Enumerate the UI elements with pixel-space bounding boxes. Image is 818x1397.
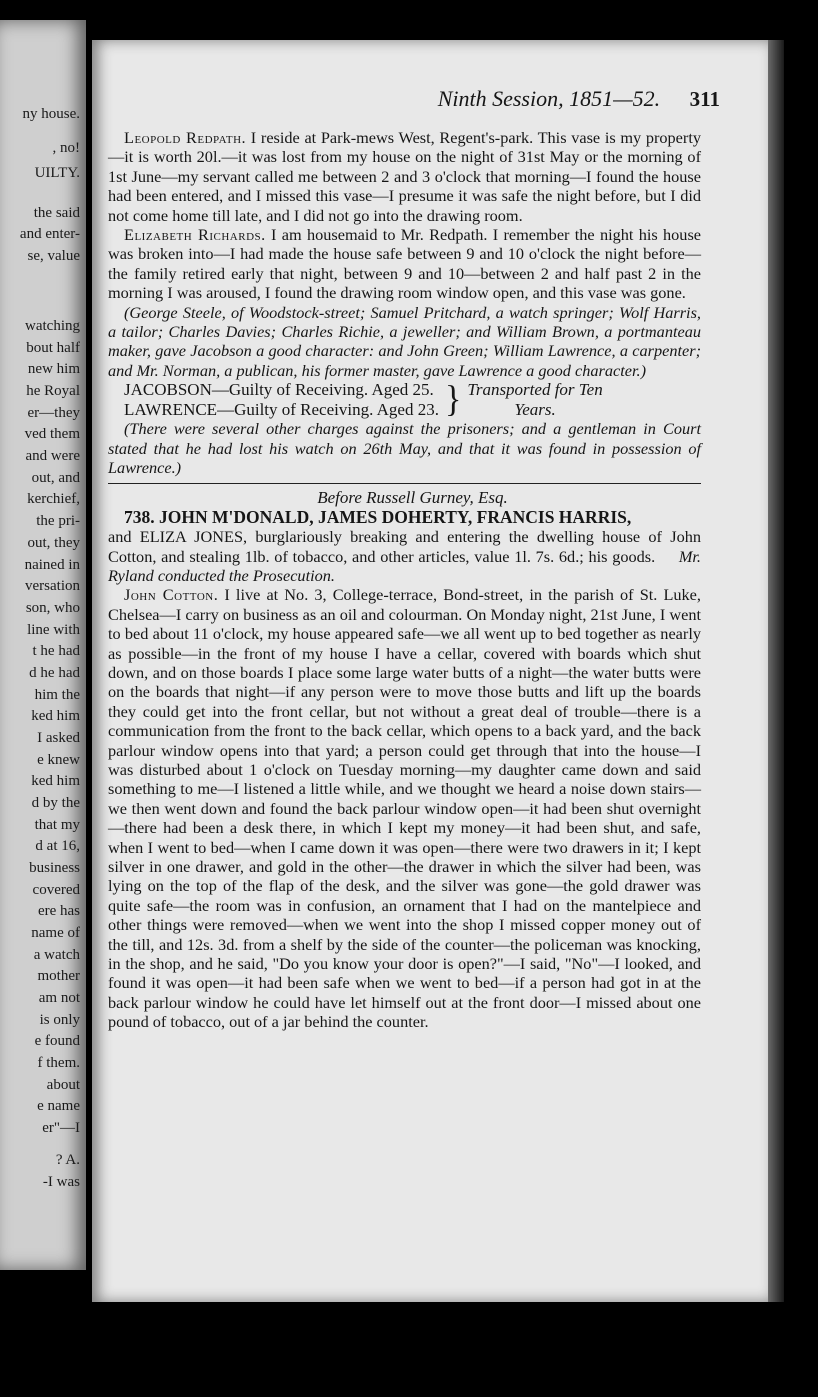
left-page-fragment: mother bbox=[37, 968, 80, 984]
witness-name: John Cotton. bbox=[124, 585, 219, 605]
verdict-lawrence: LAWRENCE—Guilty of Receiving. Aged 23. bbox=[124, 399, 439, 419]
witness-name: Elizabeth Richards. bbox=[124, 225, 266, 245]
sentence-line: Years. bbox=[514, 399, 556, 419]
left-page-fragment: kerchief, bbox=[27, 491, 80, 507]
testimony-text: I am housemaid to Mr. Redpath. I remember the night his house was broken into—I had made the house safe between 9 and 10 o'clock the night before—the family retired early that night, between 9 and 10—between 2 and half past 2 in the morning I was aroused, I found the drawing room window open, and this vase was gone. bbox=[108, 225, 702, 303]
testimony-cotton bbox=[108, 585, 701, 1031]
additional-note: (There were several other charges against the prisoners; and a gentleman in Court stated that he had lost his watch on 26th May, and that it was found in possession of Lawrence.) bbox=[108, 419, 701, 477]
left-page-fragment: am not bbox=[38, 990, 80, 1006]
left-page-fragment: versation bbox=[25, 578, 80, 594]
left-page-fragment: e found bbox=[34, 1033, 80, 1049]
left-page-fragment: e knew bbox=[37, 752, 80, 768]
verdict-jacobson: JACOBSON—Guilty of Receiving. Aged 25. bbox=[124, 380, 434, 400]
testimony-text: I reside at Park-mews West, Regent's-park. This vase is my property—it is worth 20l.—it was lost from my house on the night of 31st May or the morning of 1st June—my servant called me between 2 and 3 o'clock that morning—I found the house had been entered, and I missed this vase—I presume it was safe the night before, but I did not come home till late, and I did not go into the drawing room. bbox=[108, 128, 701, 225]
document-page bbox=[92, 40, 768, 1302]
witness-name: Leopold Redpath. bbox=[124, 128, 247, 147]
page-header bbox=[92, 86, 720, 112]
verdict-block bbox=[108, 380, 701, 419]
left-page-fragment: ere has bbox=[37, 903, 80, 919]
left-page-fragment: name of bbox=[31, 925, 80, 941]
left-page-fragment: the pri- bbox=[36, 513, 80, 529]
page-body bbox=[108, 128, 701, 1032]
left-page-fragment: ked him bbox=[31, 773, 80, 789]
page-number: 311 bbox=[689, 87, 720, 111]
left-page-fragment: a watch bbox=[33, 947, 80, 963]
left-page-fragment: d at 16, bbox=[35, 838, 80, 854]
left-page-fragment: , no! bbox=[52, 140, 80, 156]
left-page-fragment: that my bbox=[34, 817, 80, 833]
section-divider bbox=[108, 483, 701, 484]
left-page-fragment: he Royal bbox=[26, 383, 80, 399]
left-page-fragment: business bbox=[29, 860, 80, 876]
left-page-fragment: ? A. bbox=[55, 1152, 80, 1168]
testimony-redpath bbox=[108, 128, 701, 225]
left-page-fragment: ved them bbox=[24, 426, 80, 442]
character-witnesses: (George Steele, of Woodstock-street; Samuel Pritchard, a watch springer; Wolf Harris, a tailor; Charles Davies; Charles Richie, a jeweller; and William Brown, a portmanteau maker, gave Jacobson a good character: and John Green; William Lawrence, a carpenter; and Mr. Norman, a publican, his former master, gave Lawrence a good character.) bbox=[108, 302, 701, 380]
left-page-fragment: line with bbox=[27, 622, 80, 638]
case-title: 738. JOHN M'DONALD, JAMES DOHERTY, FRANCIS HARRIS, bbox=[124, 506, 632, 527]
left-page-fragment: son, who bbox=[25, 600, 80, 616]
page-edge-shadow bbox=[768, 40, 784, 1302]
running-title: Ninth Session, 1851—52. bbox=[437, 86, 661, 111]
court-heading: Before Russell Gurney, Esq. bbox=[317, 488, 508, 508]
left-page-fragment: UILTY. bbox=[34, 165, 80, 181]
left-page-fragment: watching bbox=[25, 318, 80, 334]
left-page-fragment: out, and bbox=[31, 470, 80, 486]
left-page-fragment: and were bbox=[25, 448, 80, 464]
case-description bbox=[108, 527, 701, 585]
testimony-text: I live at No. 3, College-terrace, Bond-street, in the parish of St. Luke, Chelsea—I carry on business as an oil and colourman. On Monday night, 21st June, I went to bed about 11 o'clock, my house appeared safe—we all went up to bed together as nearly as possible—in the front of my house I have a cellar, covered with boards which shut down, and on those boards I place some large water butts of a night—the water butts were on the boards that night—if any person were to move those butts and lift up the boards they could get into the front cellar, but not without a great deal of trouble—there is a communication from the front to the back cellar, which opens to a back yard, and the back parlour window opens into that yard; a person could get through that into the house—I was disturbed about 1 o'clock on Tuesday morning—my daughter came down and said something to me—I listened a little while, and we thought we heard a noise down stairs—we then went down and found the back parlour window open—it had been shut overnight—there had been a desk there, in which I kept my money—it had been shut, and safe, when I went to bed—when I came down it was open—there were two drawers in it; I kept silver in one drawer, and gold in the other—the drawer in which the silver had been, was lying on the top of the flap of the desk, and the silver was gone—the gold drawer was quite safe—the room was in confusion, an ornament that I had on the mantelpiece and other things were removed—when we went into the shop I missed copper money out of the till, and 12s. 3d. from a shelf by the side of the counter—the policeman was knocking, in the shop, and he said, "Do you know your door is open?"—I said, "No"—I looked, and found it was open—it had been safe when we went to bed—if a person had got in at the back parlour window he could have let himself out at the front door—I missed about one pound of tobacco, out of a jar behind the counter. bbox=[108, 585, 701, 1032]
sentence-line: Transported for Ten bbox=[467, 380, 603, 400]
left-page-fragment: bout half bbox=[26, 340, 80, 356]
charge-text: and ELIZA JONES, burglariously breaking and entering the dwelling house of John Cotton, and stealing 1lb. of tobacco, and other articles, value 1l. 7s. 6d.; his goods. bbox=[108, 527, 701, 566]
prosecution-line: Mr. Ryland conducted the Prosecution. bbox=[108, 546, 701, 585]
left-page-fragment: er—they bbox=[27, 405, 80, 421]
left-page-fragment: se, value bbox=[27, 248, 80, 264]
left-page-fragment: is only bbox=[39, 1012, 80, 1028]
left-page-fragment: ny house. bbox=[22, 106, 80, 122]
left-page-fragment: f them. bbox=[37, 1055, 80, 1071]
left-page-fragment: covered bbox=[32, 882, 80, 898]
left-page-fragment: er"—I bbox=[42, 1120, 80, 1136]
left-facing-page bbox=[0, 20, 86, 1270]
left-page-fragment: d he had bbox=[29, 665, 80, 681]
brace-glyph: } bbox=[444, 378, 462, 420]
left-page-fragment: I asked bbox=[37, 730, 80, 746]
left-page-fragment: about bbox=[46, 1077, 80, 1093]
left-page-fragment: e name bbox=[37, 1098, 80, 1114]
left-page-fragment: him the bbox=[34, 687, 80, 703]
verdict-names bbox=[108, 380, 439, 419]
left-page-fragment: ked him bbox=[31, 708, 80, 724]
left-page-fragment: new him bbox=[27, 361, 80, 377]
left-page-fragment: -I was bbox=[42, 1174, 80, 1190]
sentence bbox=[467, 380, 602, 419]
testimony-richards bbox=[108, 225, 701, 303]
left-page-fragment: t he had bbox=[32, 643, 80, 659]
left-page-fragment: the said bbox=[33, 205, 80, 221]
left-page-fragment: d by the bbox=[31, 795, 80, 811]
left-page-fragment: out, they bbox=[27, 535, 80, 551]
left-page-fragment: and enter- bbox=[19, 226, 80, 242]
left-page-fragment: nained in bbox=[24, 557, 80, 573]
